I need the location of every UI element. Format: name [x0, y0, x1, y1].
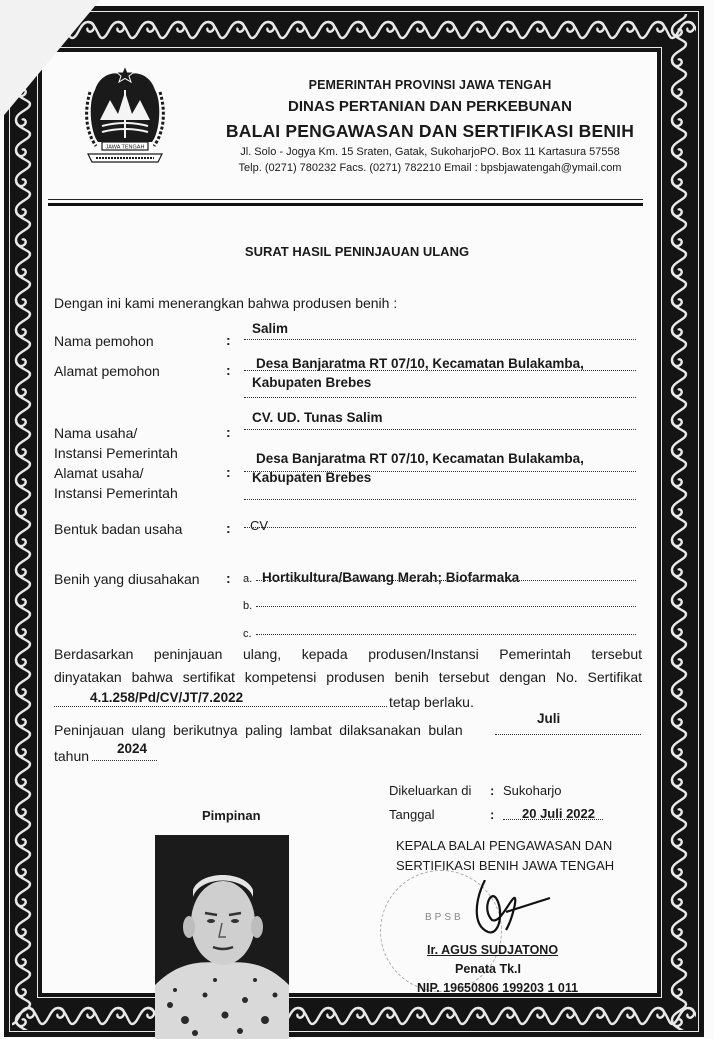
label-bentuk-badan-usaha: Bentuk badan usaha [54, 521, 183, 537]
label-nama-usaha: Nama usaha/ Instansi Pemerintah [54, 425, 178, 461]
official-title-line1: KEPALA BALAI PENGAWASAN DAN [396, 838, 613, 853]
next-review-text: Peninjauan ulang berikutnya paling lambat dilaksanakan bulan [54, 722, 463, 738]
dotted-line [244, 370, 636, 371]
signer-nip: NIP. 19650806 199203 1 011 [417, 981, 579, 995]
value-nama-usaha: CV. UD. Tunas Salim [252, 410, 383, 425]
value-alamat-usaha-line2: Kabupaten Brebes [252, 470, 372, 485]
colon: : [226, 520, 231, 536]
applicant-portrait-photo [155, 835, 289, 1039]
document-title: SURAT HASIL PENINJAUAN ULANG [244, 244, 470, 259]
date-label: Tanggal [389, 807, 435, 822]
label-nama-pemohon: Nama pemohon [54, 333, 154, 349]
dotted-line [256, 606, 636, 607]
intro-text: Dengan ini kami menerangkan bahwa produsen benih : [54, 295, 398, 311]
value-alamat-pemohon-line2: Kabupaten Brebes [252, 375, 372, 390]
label-alamat-usaha: Alamat usaha/ Instansi Pemerintah [54, 465, 178, 501]
value-benih-a: Hortikultura/Bawang Merah; Biofarmaka [262, 570, 520, 585]
dotted-line [244, 429, 636, 430]
photo-label: Pimpinan [202, 808, 261, 823]
letterhead-agency: DINAS PERTANIAN DAN PERKEBUNAN [288, 98, 572, 115]
colon: : [226, 570, 231, 586]
date-value: 20 Juli 2022 [522, 806, 595, 821]
signer-rank: Penata Tk.I [455, 962, 521, 976]
value-alamat-pemohon-line1: Desa Banjaratma RT 07/10, Kecamatan Bulakamba, [256, 356, 584, 371]
label-benih-diusahakan: Benih yang diusahakan [54, 571, 200, 587]
dotted-line [256, 634, 636, 635]
value-bentuk-badan-usaha: CV [250, 518, 269, 533]
issued-at-value: Sukoharjo [503, 783, 562, 798]
value-alamat-usaha-line1: Desa Banjaratma RT 07/10, Kecamatan Bulakamba, [256, 451, 584, 466]
signature-mark [470, 880, 560, 940]
dotted-line [244, 499, 636, 500]
value-nama-pemohon: Salim [252, 321, 289, 336]
dotted-line [54, 706, 387, 707]
official-title-line2: SERTIFIKASI BENIH JAWA TENGAH [396, 858, 615, 873]
dotted-line [256, 580, 636, 581]
dotted-line [244, 339, 636, 340]
dotted-line [92, 760, 157, 761]
paragraph-line2: dinyatakan bahwa sertifikat kompetensi produsen benih tersebut dengan No. Sertifikat [54, 669, 642, 685]
letterhead-province: PEMERINTAH PROVINSI JAWA TENGAH [308, 78, 552, 92]
colon: : [490, 783, 495, 798]
paragraph-line1: Berdasarkan peninjauan ulang, kepada produsen/Instansi Pemerintah tersebut [54, 646, 642, 662]
border-wave-pattern-right [664, 14, 696, 1030]
colon: : [226, 362, 231, 378]
border-wave-pattern-top [12, 14, 696, 46]
svg-text:JAWA TENGAH: JAWA TENGAH [105, 144, 145, 151]
benih-marker-b: b. [243, 600, 253, 612]
label-alamat-pemohon: Alamat pemohon [54, 363, 160, 379]
dotted-line [244, 527, 636, 528]
benih-marker-c: c. [243, 628, 252, 640]
border-wave-pattern-left [12, 14, 36, 1030]
letterhead-address: Jl. Solo - Jogya Km. 15 Sraten, Gatak, SukoharjoPO. Box 11 Kartasura 57558 [240, 146, 620, 158]
certificate-number: 4.1.258/Pd/CV/JT/7.2022 [90, 690, 244, 705]
letterhead-contact: Telp. (0271) 780232 Facs. (0271) 782210 Email : bpsbjawatengah@ymail.com [238, 162, 622, 174]
torn-corner [0, 0, 100, 120]
letterhead-office: BALAI PENGAWASAN DAN SERTIFIKASI BENIH [225, 121, 635, 141]
colon: : [226, 424, 231, 440]
letterhead-divider-thin [48, 199, 643, 200]
colon: : [226, 332, 231, 348]
colon: : [490, 807, 495, 822]
issued-at-label: Dikeluarkan di [389, 783, 472, 798]
signer-name: Ir. AGUS SUDJATONO [427, 943, 559, 957]
still-valid-text: tetap berlaku. [389, 694, 474, 710]
dotted-line [244, 397, 636, 398]
next-review-month: Juli [537, 711, 561, 726]
letterhead-divider-thick [48, 203, 643, 206]
stamp-text: BPSB [425, 912, 464, 923]
dotted-line [495, 734, 641, 735]
border-wave-pattern-bottom [12, 1000, 696, 1030]
benih-marker-a: a. [243, 573, 253, 585]
year-label: tahun [54, 748, 90, 764]
letterhead [210, 78, 650, 174]
colon: : [226, 464, 231, 480]
next-review-year: 2024 [117, 741, 148, 756]
